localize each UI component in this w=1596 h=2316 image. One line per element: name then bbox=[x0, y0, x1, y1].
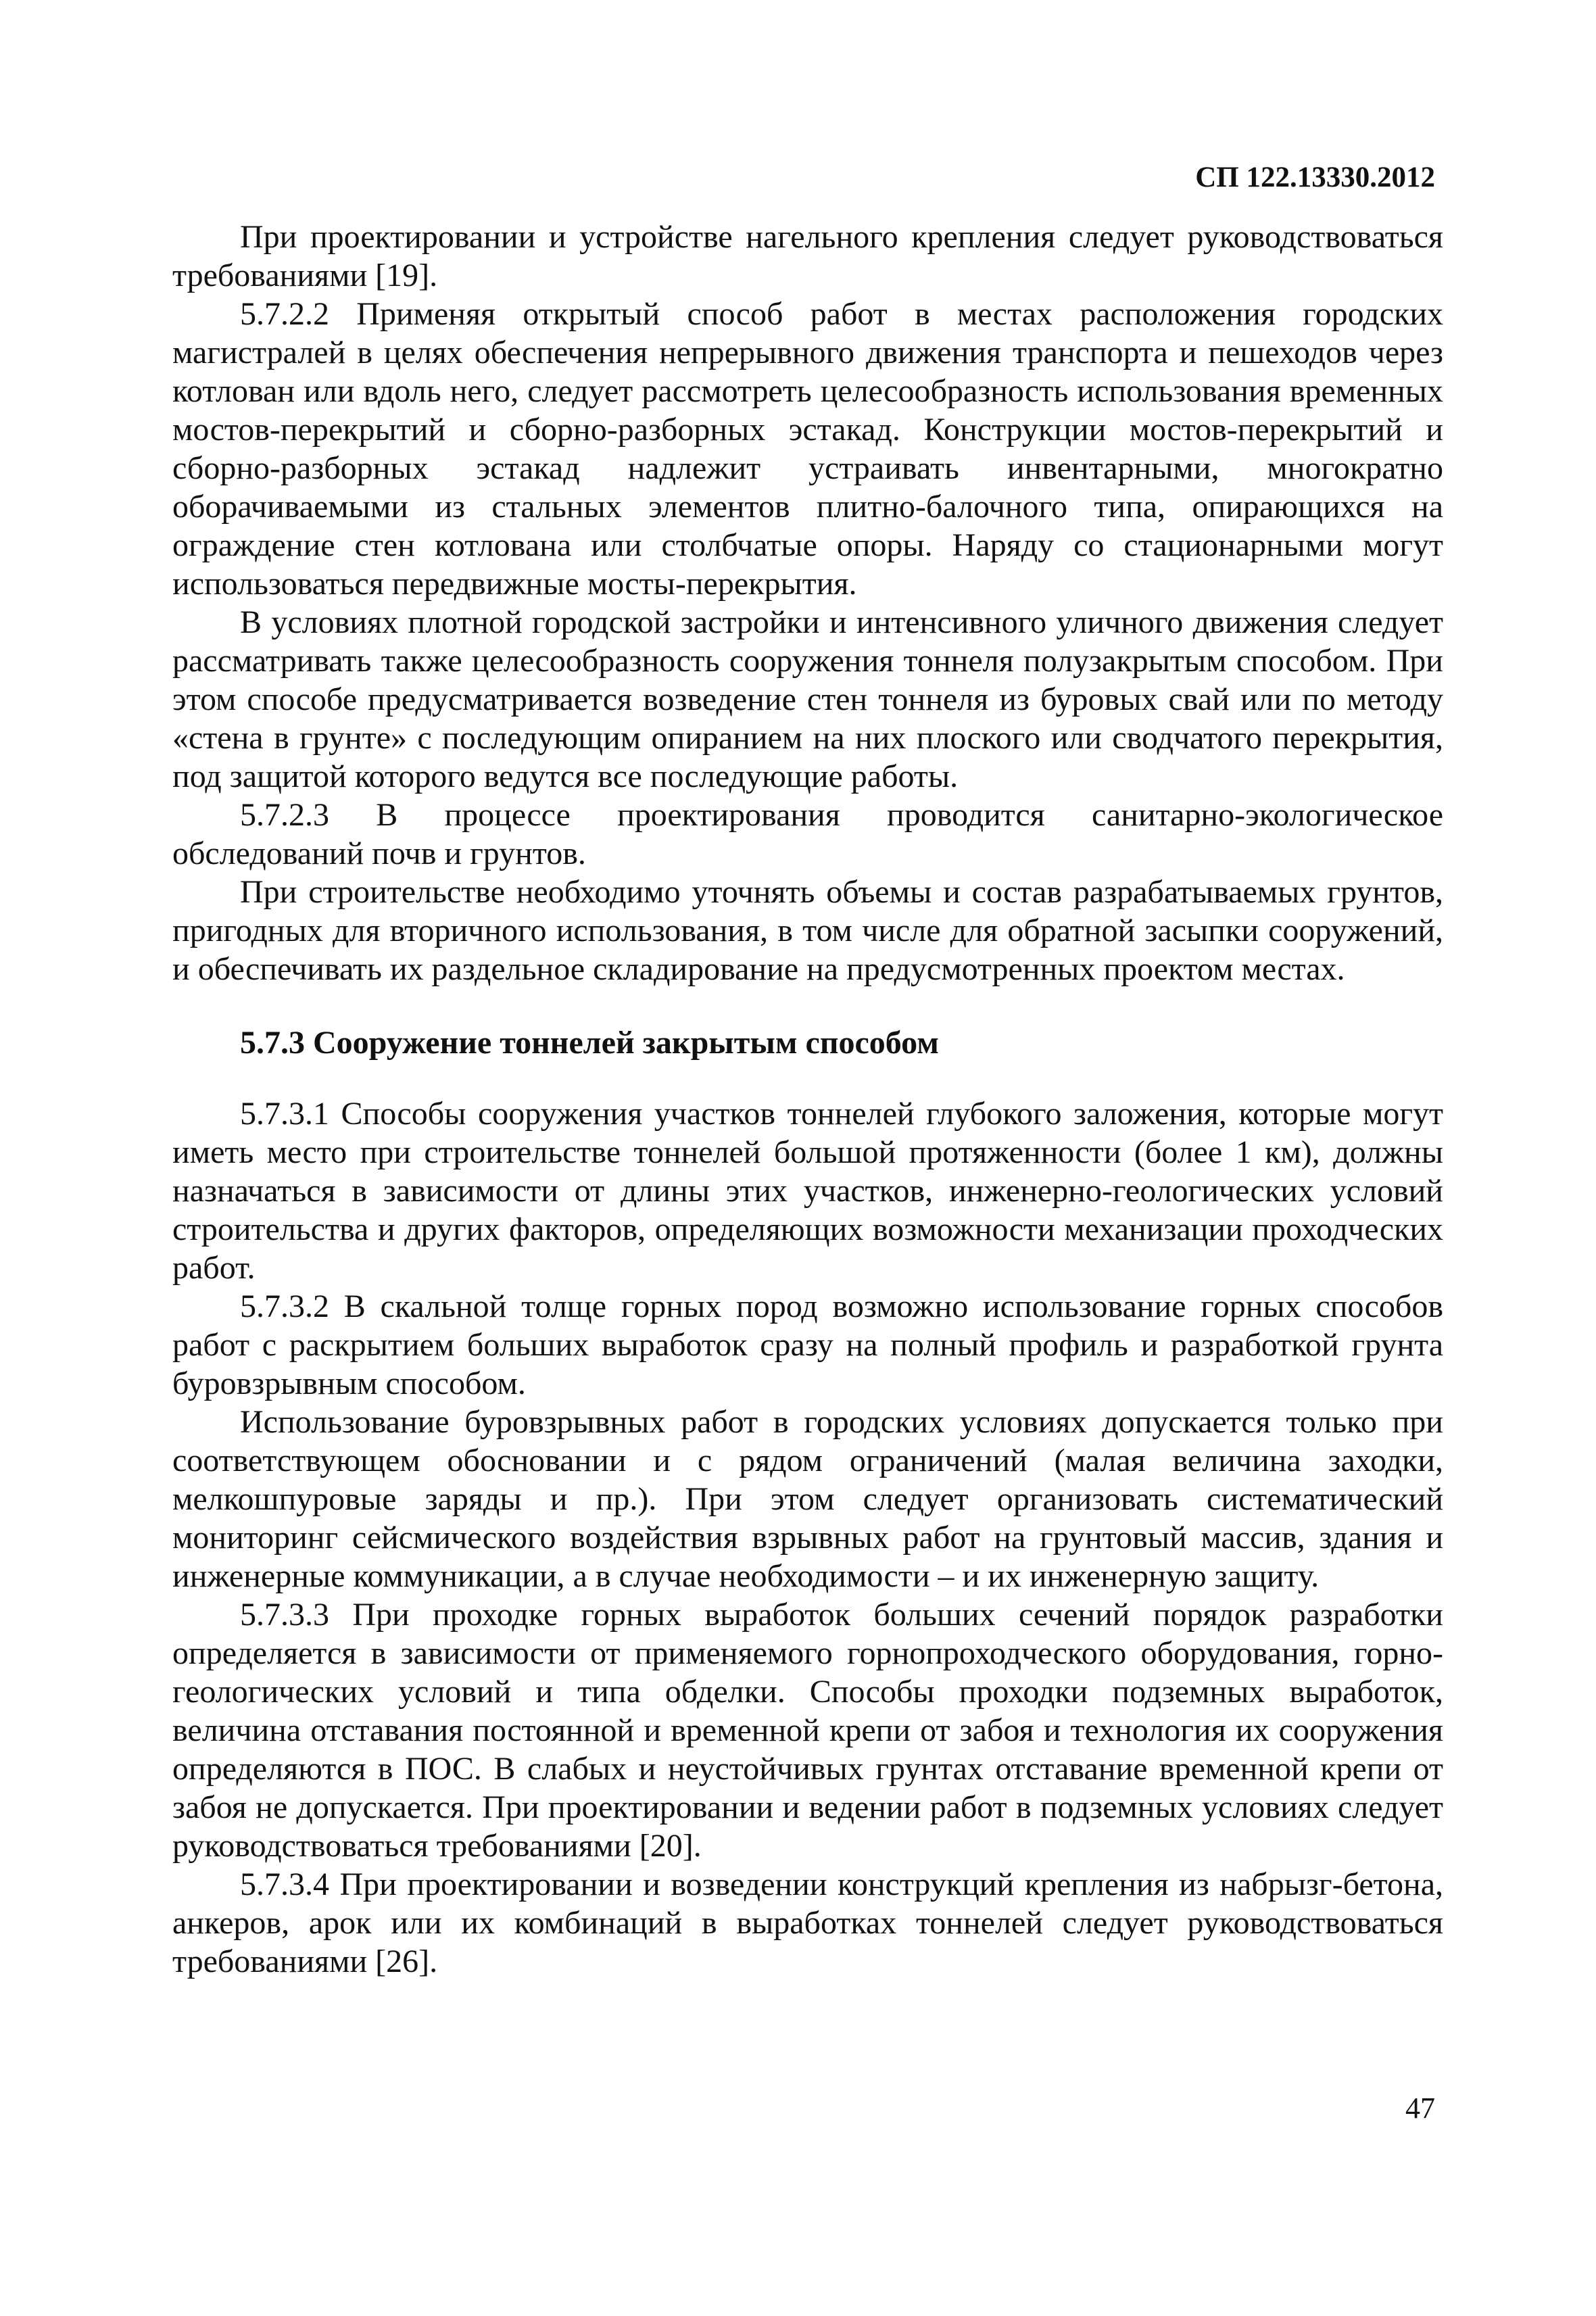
paragraph: При проектировании и устройстве нагельного крепления следует руководствоваться требованиями [19]. bbox=[172, 219, 1443, 293]
paragraph: 5.7.3.4 При проектировании и возведении конструкций крепления из набрызг-бетона, анкеров, арок или их комбинаций в выработках тоннелей следует руководствоваться требованиями [26]. bbox=[172, 1866, 1443, 1979]
page-content bbox=[172, 218, 1443, 1981]
document-code: СП 122.13330.2012 bbox=[1195, 162, 1435, 193]
paragraph: 5.7.2.2 Применяя открытый способ работ в местах расположения городских магистралей в целях обеспечения непрерывного движения транспорта и пешеходов через котлован или вдоль него, следует рассмотреть целесообразность использования временных мостов-перекрытий и сборно-разборных эстакад. Конструкции мостов-перекрытий и сборно-разборных эстакад надлежит устраивать инвентарными, многократно оборачиваемыми из стальных элементов плитно-балочного типа, опирающихся на ограждение стен котлована или столбчатые опоры. Наряду со стационарными могут использоваться передвижные мосты-перекрытия. bbox=[172, 296, 1443, 602]
section-heading: 5.7.3 Сооружение тоннелей закрытым способом bbox=[240, 1025, 939, 1061]
page-number: 47 bbox=[1405, 2092, 1435, 2125]
paragraph: 5.7.2.3 В процессе проектирования проводится санитарно-экологическое обследований почв и грунтов. bbox=[172, 797, 1443, 871]
paragraph: 5.7.3.1 Способы сооружения участков тоннелей глубокого заложения, которые могут иметь место при строительстве тоннелей большой протяженности (более 1 км), должны назначаться в зависимости от длины этих участков, инженерно-геологических условий строительства и других факторов, определяющих возможности механизации проходческих работ. bbox=[172, 1096, 1443, 1286]
paragraph: 5.7.3.3 При проходке горных выработок больших сечений порядок разработки определяется в зависимости от применяемого горнопроходческого оборудования, горно-геологических условий и типа обделки. Способы проходки подземных выработок, величина отставания постоянной и временной крепи от забоя и технология их сооружения определяются в ПОС. В слабых и неустойчивых грунтах отставание временной крепи от забоя не допускается. При проектировании и ведении работ в подземных условиях следует руководствоваться требованиями [20]. bbox=[172, 1597, 1443, 1864]
paragraph: В условиях плотной городской застройки и интенсивного уличного движения следует рассматривать также целесообразность сооружения тоннеля полузакрытым способом. При этом способе предусматривается возведение стен тоннеля из буровых свай или по методу «стена в грунте» с последующим опиранием на них плоского или сводчатого перекрытия, под защитой которого ведутся все последующие работы. bbox=[172, 604, 1443, 794]
paragraph: Использование буровзрывных работ в городских условиях допускается только при соответствующем обосновании и с рядом ограничений (малая величина заходки, мелкошпуровые заряды и пр.). При этом следует организовать систематический мониторинг сейсмического воздействия взрывных работ на грунтовый массив, здания и инженерные коммуникации, а в случае необходимости – и их инженерную защиту. bbox=[172, 1404, 1443, 1594]
paragraph: 5.7.3.2 В скальной толще горных пород возможно использование горных способов работ с раскрытием больших выработок сразу на полный профиль и разработкой грунта буровзрывным способом. bbox=[172, 1288, 1443, 1401]
paragraph: При строительстве необходимо уточнять объемы и состав разрабатываемых грунтов, пригодных для вторичного использования, в том числе для обратной засыпки сооружений, и обеспечивать их раздельное складирование на предусмотренных проектом местах. bbox=[172, 874, 1443, 987]
